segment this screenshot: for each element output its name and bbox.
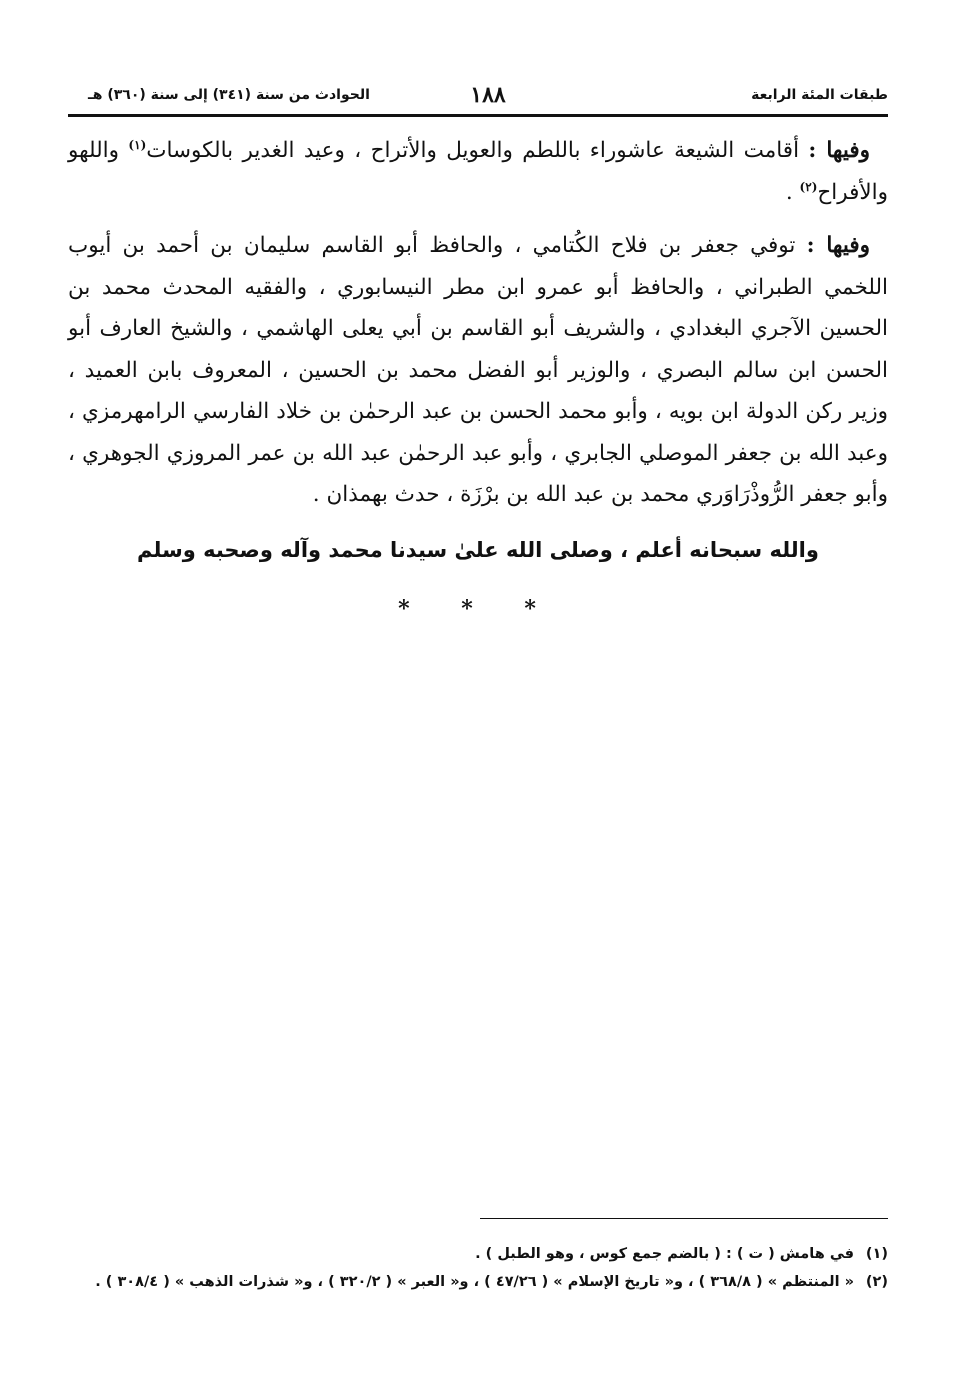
footnotes xyxy=(68,1240,888,1296)
paragraph-1 xyxy=(68,130,888,213)
footnote-number: (٢) xyxy=(865,1274,888,1290)
section-title: الحوادث من سنة (٣٤١) إلى سنة (٣٦٠) هـ xyxy=(88,87,370,103)
main-text xyxy=(68,130,888,528)
footnote-1 xyxy=(68,1240,888,1268)
header-rule xyxy=(68,114,888,117)
footnote-text: في هامش ( ت ) : ( بالضم جمع كوس ، وهو الطبل ) . xyxy=(475,1246,854,1262)
paragraph-text: أقامت الشيعة عاشوراء باللطم والعويل والأتراح ، وعيد الغدير بالكوسات xyxy=(146,138,800,163)
book-title: طبقات المئة الرابعة xyxy=(751,87,888,103)
paragraph-text: توفي جعفر بن فلاح الكُتامي ، والحافظ أبو القاسم سليمان بن أحمد بن أيوب اللخمي الطبراني ، والحافظ أبو عمرو ابن مطر النيسابوري ، والفقيه المحدث محمد بن الحسين الآجري البغدادي ، والشريف أبو القاسم بن أبي يعلى الهاشمي ، والشيخ العارف أبو الحسن ابن سالم البصري ، والوزير أبو الفضل محمد بن الحسين ، المعروف بابن العميد ، وزير ركن الدولة ابن بويه ، وأبو محمد الحسن بن عبد الرحمٰن بن خلاد الفارسي الرامهرمزي ، وعبد الله بن جعفر الموصلي الجابري ، وأبو عبد الرحمٰن عبد الله بن عمر المروزي الجوهري ، وأبو جعفر الرُّوذْرَاوَري محمد بن عبد الله بن برْزَة ، حدث بهمذان . xyxy=(68,233,888,507)
paragraph-lead: وفيها : xyxy=(806,233,870,258)
footnote-text: « المنتظم » ( ٣٦٨/٨ ) ، و« تاريخ الإسلام » ( ٤٧/٢٦ ) ، و« العبر » ( ٣٢٠/٢ ) ، و« شذرات الذهب » ( ٣٠٨/٤ ) . xyxy=(95,1274,854,1290)
footnote-ref-1[interactable]: (١) xyxy=(128,137,147,152)
footnote-ref-2[interactable]: (٢) xyxy=(799,179,818,194)
paragraph-text: واللهو والأفراح xyxy=(68,138,888,205)
page-number: ١٨٨ xyxy=(470,82,506,108)
paragraph-lead: وفيها : xyxy=(808,138,870,163)
footnote-number: (١) xyxy=(865,1246,888,1262)
footnote-rule xyxy=(480,1218,888,1219)
running-header xyxy=(88,78,888,112)
footnote-2 xyxy=(68,1268,888,1296)
closing-line: والله سبحانه أعلم ، وصلى الله علىٰ سيدنا محمد وآله وصحبه وسلم xyxy=(137,538,819,562)
paragraph-2 xyxy=(68,225,888,516)
section-divider-stars: * * * xyxy=(398,596,558,622)
paragraph-text: . xyxy=(785,179,800,205)
